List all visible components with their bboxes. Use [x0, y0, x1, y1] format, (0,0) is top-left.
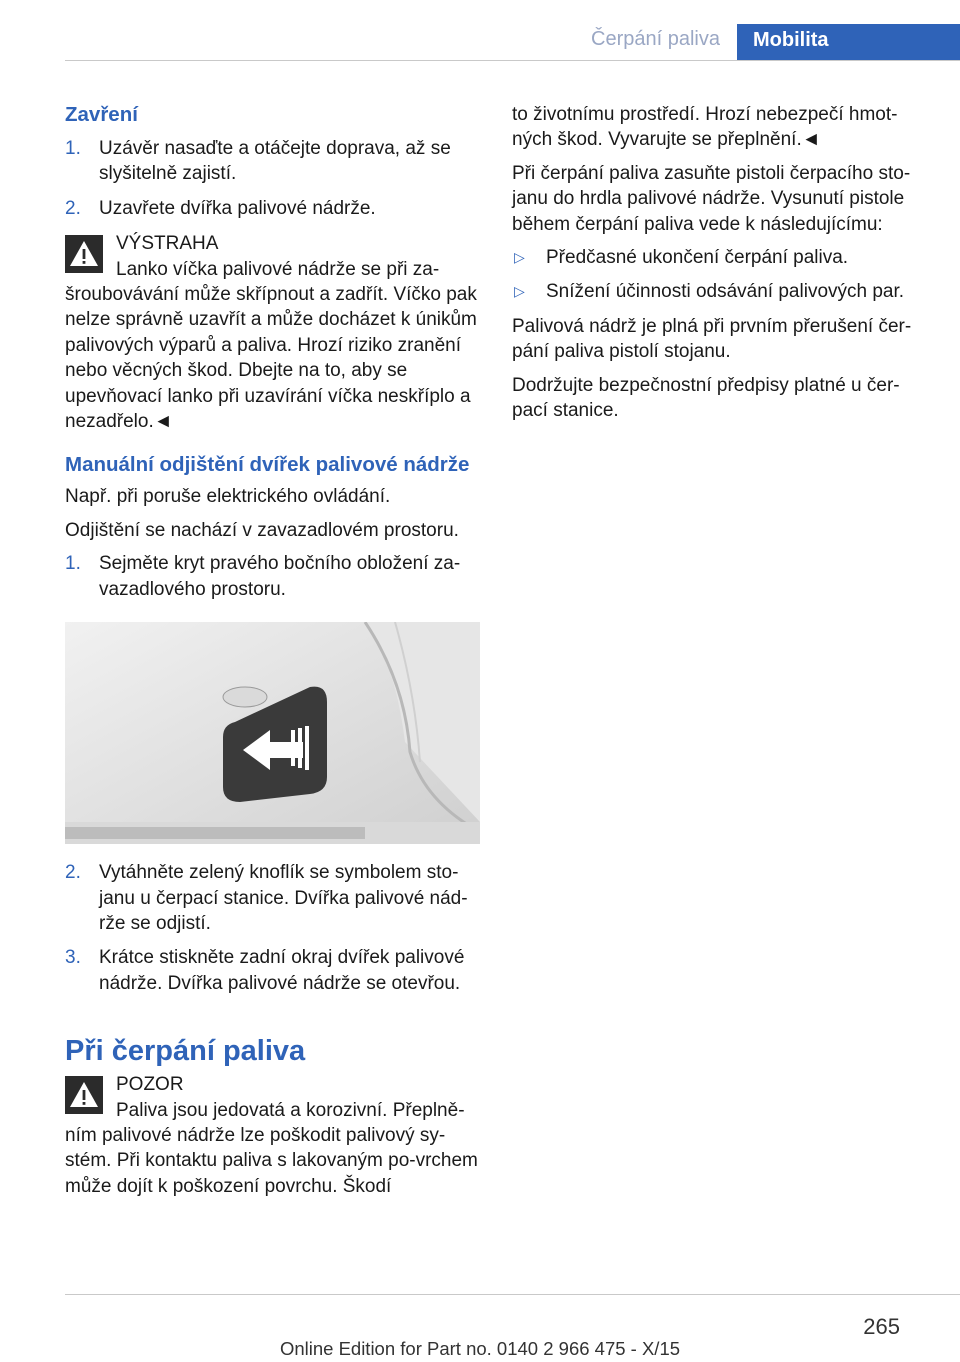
manual-release-heading: Manuální odjištění dvířek palivové nádrže	[65, 453, 470, 477]
manual-steps-list-continued	[65, 860, 483, 996]
manual-steps-list	[65, 551, 483, 602]
list-item: 1. Uzávěr nasaďte a otáčejte doprava, až se slyšitelně zajistí.	[65, 138, 451, 185]
list-item: 2. Vytáhněte zelený knoflík se symbolem sto-janu u čerpací stanice. Dvířka palivové nád-rže se odjistí.	[65, 862, 468, 934]
running-header-chapter-tab: Mobilita	[737, 24, 960, 61]
list-item: ▷ Snížení účinnosti odsávání palivových par.	[512, 279, 932, 304]
closing-heading: Zavření	[65, 103, 138, 126]
list-item: ▷ Předčasné ukončení čerpání paliva.	[512, 245, 932, 270]
paragraph: Odjištění se nachází v zavazadlovém prostoru.	[65, 519, 459, 541]
paragraph: Např. při poruše elektrického ovládání.	[65, 486, 391, 508]
page-number: 265	[863, 1314, 900, 1339]
header-divider	[65, 60, 960, 61]
running-header-section: Čerpání paliva	[591, 28, 720, 50]
warning-label: VÝSTRAHA	[116, 233, 219, 255]
closing-steps-list	[65, 136, 483, 221]
paragraph: Při čerpání paliva zasuňte pistoli čerpacího sto-janu do hrdla palivové nádrže. Vysunutí pistole během čerpání paliva vede k následujícímu:	[512, 162, 911, 235]
left-column	[65, 102, 483, 1207]
caution-text: Paliva jsou jedovatá a korozivní. Přeplně-ním palivové nádrže lze poškodit palivový sy-stém. Při kontaktu paliva s lakovaným po-vrchem může dojít k poškození povrchu. Škodí	[65, 1099, 478, 1197]
warning-icon	[65, 1076, 103, 1114]
refuelling-heading: Při čerpání paliva	[65, 1035, 306, 1068]
edition-footer: Online Edition for Part no. 0140 2 966 475 - X/15	[279, 1338, 681, 1359]
trunk-trim-photo	[65, 622, 480, 844]
caution-box	[65, 1072, 483, 1199]
warning-text: Lanko víčka palivové nádrže se při za-šroubovávání může skřípnout a zadřít. Víčko pak nelze správně uzavřít a může docházet k únikům palivových výparů a paliva. Hrozí riziko zranění nebo věcných škod. Dbejte na to, aby se upevňovací lanko při uzavírání víčka neskříplo a nezadřelo.◄	[65, 258, 477, 433]
triangle-bullet-icon: ▷	[514, 283, 525, 300]
footer-divider	[65, 1294, 960, 1295]
list-item: 1. Sejměte kryt pravého bočního obložení za-vazadlového prostoru.	[65, 553, 461, 600]
warning-icon	[65, 235, 103, 273]
triangle-bullet-icon: ▷	[514, 249, 525, 266]
paragraph: Dodržujte bezpečnostní předpisy platné u čer-pací stanice.	[512, 374, 900, 422]
paragraph: Palivová nádrž je plná při prvním přerušení čer-pání paliva pistolí stojanu.	[512, 315, 912, 363]
list-item: 3. Krátce stiskněte zadní okraj dvířek palivové nádrže. Dvířka palivové nádrže se otevřou.	[65, 947, 465, 994]
right-column	[512, 102, 932, 431]
consequence-list	[512, 245, 932, 305]
caution-label: POZOR	[116, 1074, 184, 1096]
caution-continuation: to životnímu prostředí. Hrozí nebezpečí hmot-ných škod. Vyvarujte se přeplnění.◄	[512, 104, 898, 151]
list-item: 2. Uzavřete dvířka palivové nádrže.	[65, 197, 376, 219]
warning-box	[65, 231, 483, 434]
